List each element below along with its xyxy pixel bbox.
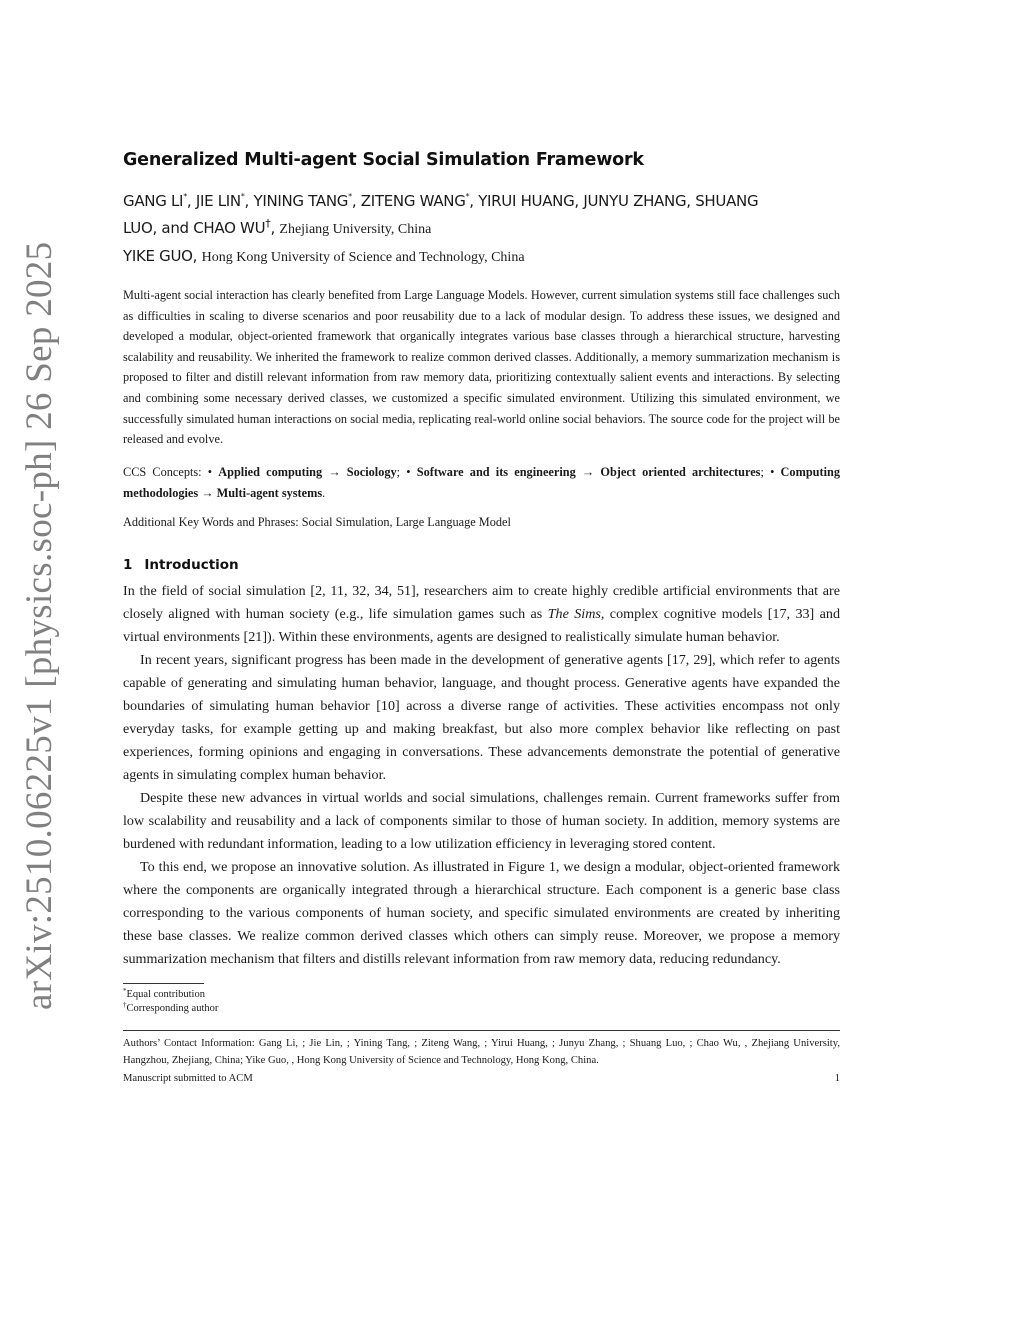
ccs-item-1-b: Sociology: [346, 465, 397, 480]
ccs-item-2-b: Object oriented architectures: [600, 465, 761, 480]
intro-paragraph-4: To this end, we propose an innovative solution. As illustrated in Figure 1, we design a modular, object-oriented framework where the components are organically integrated through a hierarchical structure. Each component is a generic base class corresponding to the various components of human society, and specific simulated environments are created by inheriting these base classes. We realize common derived classes which others can simply reuse. Moreover, we propose a memory summarization mechanism that filters and distills relevant information from raw memory data, reducing redundancy.: [123, 859, 840, 968]
intro-paragraph-1: [123, 580, 840, 649]
bullet-glyph: •: [770, 465, 775, 480]
footnote-equal-contribution: [123, 988, 840, 1002]
corresponding-mark: †: [265, 217, 271, 230]
paragraph-text: In the field of social simulation [2, 11, 32, 34, 51], researchers aim to create highly credible artificial environments that are closely aligned with human society (e.g., life simulation games such as: [123, 583, 840, 623]
equal-mark: *: [348, 192, 352, 201]
ccs-concepts: CCS Concepts: • Applied computing → Sociology; • Software and its engineering → Object oriented architectures; • Computing methodologies → Multi-agent systems.: [123, 465, 840, 501]
author-line-1: GANG LI*, JIE LIN*, YINING TANG*, ZITENG WANG*, YIRUI HUANG, JUNYU ZHANG, SHUANG: [123, 192, 759, 210]
arrow-icon: →: [328, 465, 341, 480]
intro-paragraph-2: In recent years, significant progress has been made in the development of generative agents [17, 29], which refer to agents capable of generating and simulating human behavior, language, and thought process. Generative agents have expanded the boundaries of simulating human behavior [10] across a diverse range of activities. These activities encompass not only everyday tasks, for example getting up and making breakfast, but also more complex behavior like reflecting on past experiences, forming opinions and engaging in conversations. These advancements demonstrate the potential of generative agents in simulating complex human behavior.: [123, 652, 840, 784]
ccs-item-1-a: Applied computing: [218, 465, 323, 480]
abstract: Multi-agent social interaction has clearly benefited from Large Language Models. However, current simulation systems still face challenges such as difficulties in scaling to diverse scenarios and poor reusability due to a lack of modular design. To address these issues, we designed and developed a modular, object-oriented framework that organically integrates various base classes through a hierarchical structure, harvesting scalability and reusability. We inherited the framework to realize common derived classes. Additionally, a memory summarization mechanism is proposed to filter and distill relevant information from raw memory data, prioritizing contextually salient events and interactions. By selecting and combining some necessary derived classes, we customized a specific simulated environment. Utilizing this simulated environment, we successfully simulated human interactions on social media, replicating real-world online social behaviors. The source code for the project will be released and evolve.: [123, 288, 840, 447]
equal-mark: *: [240, 192, 245, 201]
footnote-divider: [123, 983, 204, 984]
footnotes: [123, 988, 840, 1016]
section-number: 1: [123, 557, 133, 574]
affiliation-zhejiang: Zhejiang University, China: [279, 222, 432, 237]
author-line-3: [123, 243, 840, 271]
author-yining-tang: YINING TANG: [253, 192, 349, 210]
author-block: [123, 188, 840, 271]
arxiv-identifier-stamp: arXiv:2510.06225v1 [physics.soc-ph] 26 Sep 2025: [19, 241, 60, 1010]
section-heading-introduction: [123, 557, 840, 573]
paper-page: [123, 150, 840, 1084]
ccs-item-2-a: Software and its engineering: [416, 465, 576, 480]
ccs-label: CCS Concepts:: [123, 465, 202, 480]
section-title: Introduction: [144, 557, 239, 574]
footnote-text: Equal contribution: [126, 989, 205, 1001]
manuscript-note: Manuscript submitted to ACM: [123, 1073, 253, 1085]
affiliation-hkust: Hong Kong University of Science and Technology, China: [201, 250, 525, 265]
author-list-end: LUO, and CHAO WU: [123, 219, 266, 237]
author-yike-guo: YIKE GUO,: [123, 247, 198, 265]
intro-paragraph-3: Despite these new advances in virtual worlds and social simulations, challenges remain. Current frameworks suffer from low scalability and reusability and a lack of components similar to those of human society. In addition, memory systems are burdened with redundant information, leading to a low utilization efficiency in leveraging stored content.: [123, 790, 840, 853]
author-line-2: LUO, and CHAO WU†, Zhejiang University, China: [123, 217, 432, 237]
author-contact-information: Authors’ Contact Information: Gang Li, ; Jie Lin, ; Yining Tang, ; Ziteng Wang, ; Yirui Huang, ; Junyu Zhang, ; Shuang Luo, ; Chao Wu, , Zhejiang University, Hangzhou, Zhejiang, China; Yike Guo, , Hong Kong University of Science and Technology, Hong Kong, China.: [123, 1038, 840, 1067]
author-jie-lin: JIE LIN: [195, 192, 241, 210]
bullet-glyph: •: [207, 465, 213, 480]
corresponding-mark: †: [123, 1001, 127, 1010]
equal-mark: *: [123, 987, 127, 996]
arrow-icon: →: [581, 465, 595, 480]
equal-mark: *: [465, 192, 470, 201]
footnote-text: Corresponding author: [126, 1003, 219, 1015]
ccs-item-3-a: Computing methodologies: [123, 465, 840, 501]
arrow-icon: →: [201, 486, 214, 501]
italic-title-the-sims: The Sims: [547, 606, 601, 623]
page-footer: [123, 1073, 840, 1084]
author-ziteng-wang: ZITENG WANG: [360, 192, 466, 210]
author-gang-li: GANG LI: [123, 192, 184, 210]
author-list-rest: YIRUI HUANG, JUNYU ZHANG, SHUANG: [478, 192, 759, 210]
paragraph-text: , complex cognitive models [17, 33] and virtual environments [21]). Within these environments, agents are designed to realistically simulate human behavior.: [123, 606, 840, 646]
page-number: 1: [834, 1073, 840, 1085]
contact-divider: [123, 1030, 840, 1031]
ccs-item-3-b: Multi-agent systems: [216, 486, 323, 501]
bullet-glyph: •: [406, 465, 411, 480]
footnote-corresponding-author: [123, 1002, 840, 1016]
paper-title: Generalized Multi-agent Social Simulation Framework: [123, 150, 644, 170]
equal-mark: *: [183, 192, 187, 201]
additional-keywords: Additional Key Words and Phrases: Social Simulation, Large Language Model: [123, 515, 511, 530]
